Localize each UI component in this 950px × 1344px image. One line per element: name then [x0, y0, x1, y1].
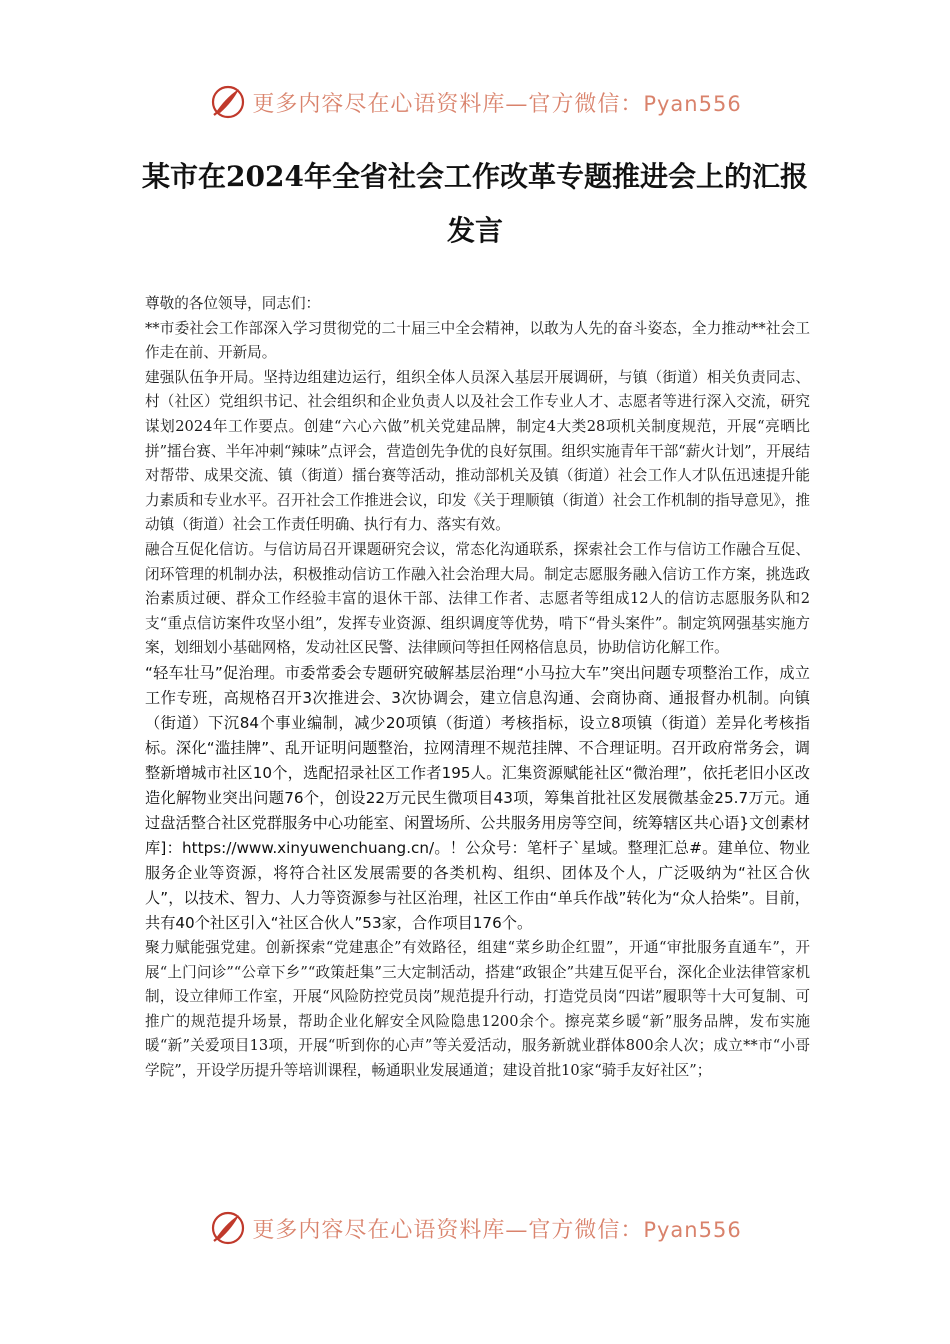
pen-nib-logo-icon: [208, 1208, 248, 1248]
paragraph: **市委社会工作部深入学习贯彻党的二十届三中全会精神，以敢为人先的奋斗姿态，全力推动**社会工作走在前、开新局。: [145, 319, 810, 362]
paragraph: 建强队伍争开局。坚持边组建边运行，组织全体人员深入基层开展调研，与镇（街道）相关负责同志、村（社区）党组织书记、社会组织和企业负责人以及社会工作专业人才、志愿者等进行深入交流，研究谋划2024年工作要点。创建“六心六做”机关党建品牌，制定4大类28项机关制度规范，开展“亮晒比拼”擂台赛、半年冲刺“辣味”点评会，营造创先争优的良好氛围。组织实施青年干部“薪火计划”，开展结对帮带、成果交流、镇（街道）擂台赛等活动，推动部机关及镇（街道）社会工作人才队伍迅速提升能力素质和专业水平。召开社会工作推进会议，印发《关于理顺镇（街道）社会工作机制的指导意见》，推动镇（街道）社会工作责任明确、执行有力、落实有效。: [145, 368, 810, 534]
paragraph: 融合互促化信访。与信访局召开课题研究会议，常态化沟通联系，探索社会工作与信访工作融合互促、闭环管理的机制办法，积极推动信访工作融入社会治理大局。制定志愿服务融入信访工作方案，挑选政治素质过硬、群众工作经验丰富的退休干部、法律工作者、志愿者等组成12人的信访志愿服务队和2支“重点信访案件攻坚小组”，发挥专业资源、组织调度等优势，啃下“骨头案件”。制定筑网强基实施方案，划细划小基础网格，发动社区民警、法律顾问等担任网格信息员，协助信访化解工作。: [145, 540, 810, 657]
document-title: 某市在2024年全省社会工作改革专题推进会上的汇报发言: [142, 160, 808, 247]
greeting: 尊敬的各位领导，同志们：: [145, 295, 321, 312]
banner-text: 更多内容尽在心语资料库—官方微信：Pyan556: [252, 91, 742, 117]
banner-text: 更多内容尽在心语资料库—官方微信：Pyan556: [252, 1217, 742, 1243]
pen-nib-logo-icon: [208, 82, 248, 122]
paragraph: 聚力赋能强党建。创新探索“党建惠企”有效路径，组建“菜乡助企红盟”，开通“审批服务直通车”，开展“上门问诊”“公章下乡”“政策赶集”三大定制活动，搭建“政银企”共建互促平台，深化企业法律管家机制，设立律师工作室，开展“风险防控党员岗”规范提升行动，打造党员岗“四诺”履职等十大可复制、可推广的规范提升场景，帮助企业化解安全风险隐患1200余个。擦亮菜乡暖“新”服务品牌，发布实施暖“新”关爱项目13项，开展“听到你的心声”等关爱活动，服务新就业群体800余人次；成立**市“小哥学院”，开设学历提升等培训课程，畅通职业发展通道；建设首批10家“骑手友好社区”；: [145, 938, 810, 1079]
footer-banner: [0, 1208, 950, 1248]
paragraph: “轻车壮马”促治理。市委常委会专题研究破解基层治理“小马拉大车”突出问题专项整治工作，成立工作专班，高规格召开3次推进会、3次协调会，建立信息沟通、会商协商、通报督办机制。向镇（街道）下沉84个事业编制，减少20项镇（街道）考核指标，设立8项镇（街道）差异化考核指标。深化“滥挂牌”、乱开证明问题整治，拉网清理不规范挂牌、不合理证明。召开政府常务会，调整新增城市社区10个，选配招录社区工作者195人。汇集资源赋能社区“微治理”，依托老旧小区改造化解物业突出问题76个，创设22万元民生微项目43项，筹集首批社区发展微基金25.7万元。通过盘活整合社区党群服务中心功能室、闲置场所、公共服务用房等空间，统筹辖区共心语}文创素材库]：https://www.xinyuwenchuang.cn/。！公众号：笔杆子`星域。整理汇总#。建单位、物业服务企业等资源，将符合社区发展需要的各类机构、组织、团体及个人，广泛吸纳为“社区合伙人”，以技术、智力、人力等资源参与社区治理，社区工作由“单兵作战”转化为“众人拾柴”。目前，共有40个社区引入“社区合伙人”53家，合作项目176个。: [145, 663, 810, 932]
document-body: [145, 292, 810, 1083]
header-banner: [0, 82, 950, 122]
